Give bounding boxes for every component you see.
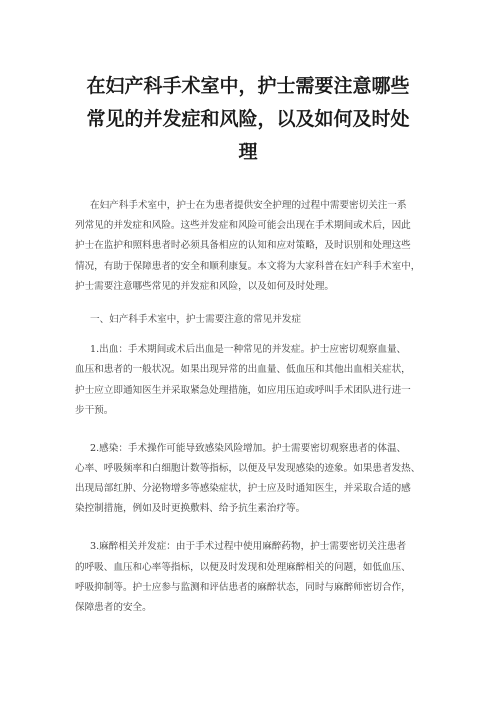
- item-line: 3.麻醉相关并发症：由于手术过程中使用麻醉药物，护士需要密切关注患者: [90, 541, 407, 552]
- item-line: 步干预。: [75, 405, 114, 416]
- item-line: 1.出血：手术期间或术后出血是一种常见的并发症。护士应密切观察血量、: [90, 344, 407, 355]
- item-line: 染控制措施，例如及时更换敷料、给予抗生素治疗等。: [75, 503, 306, 514]
- title-line: 在妇产科手术室中，护士需要注意哪些: [86, 75, 410, 97]
- intro-line: 在妇产科手术室中，护士在为患者提供安全护理的过程中需要密切关注一系: [90, 200, 407, 211]
- intro-line: 情况，有助于保障患者的安全和顺利康复。本文将为大家科普在妇产科手术室中，: [75, 261, 421, 272]
- item-line: 的呼吸、血压和心率等指标，以便及时发现和处理麻醉相关的问题，如低血压、: [75, 562, 411, 573]
- item-line: 护士应立即通知医生并采取紧急处理措施，如应用压迫或呼叫手术团队进行进一: [75, 385, 411, 396]
- item-line: 血压和患者的一般状况。如果出现异常的出血量、低血压和其他出血相关症状，: [75, 364, 411, 375]
- intro-line: 护士在监护和照料患者时必须具备相应的认知和应对策略，及时识别和处理这些: [75, 240, 411, 251]
- item-line: 出现局部红肿、分泌物增多等感染症状，护士应及时通知医生，并采取合适的感: [75, 483, 411, 494]
- item-line: 保障患者的安全。: [75, 602, 152, 613]
- page-title: [0, 70, 496, 169]
- title-line: 常见的并发症和风险，以及如何及时处: [86, 108, 410, 130]
- item-line: 心率、呼吸频率和白细胞计数等指标，以便及早发现感染的迹象。如果患者发热、: [75, 463, 421, 474]
- intro-line: 列常见的并发症和风险。这些并发症和风险可能会出现在手术期间或术后，因此: [75, 220, 411, 231]
- section-heading: 一、妇产科手术室中，护士需要注意的常见并发症: [90, 314, 302, 325]
- item-line: 呼吸抑制等。护士应参与监测和评估患者的麻醉状态，同时与麻醉师密切合作，: [75, 582, 411, 593]
- intro-line: 护士需要注意哪些常见的并发症和风险，以及如何及时处理。: [75, 281, 335, 292]
- title-line: 理: [238, 141, 258, 163]
- item-line: 2.感染：手术操作可能导致感染风险增加。护士需要密切观察患者的体温、: [90, 443, 407, 454]
